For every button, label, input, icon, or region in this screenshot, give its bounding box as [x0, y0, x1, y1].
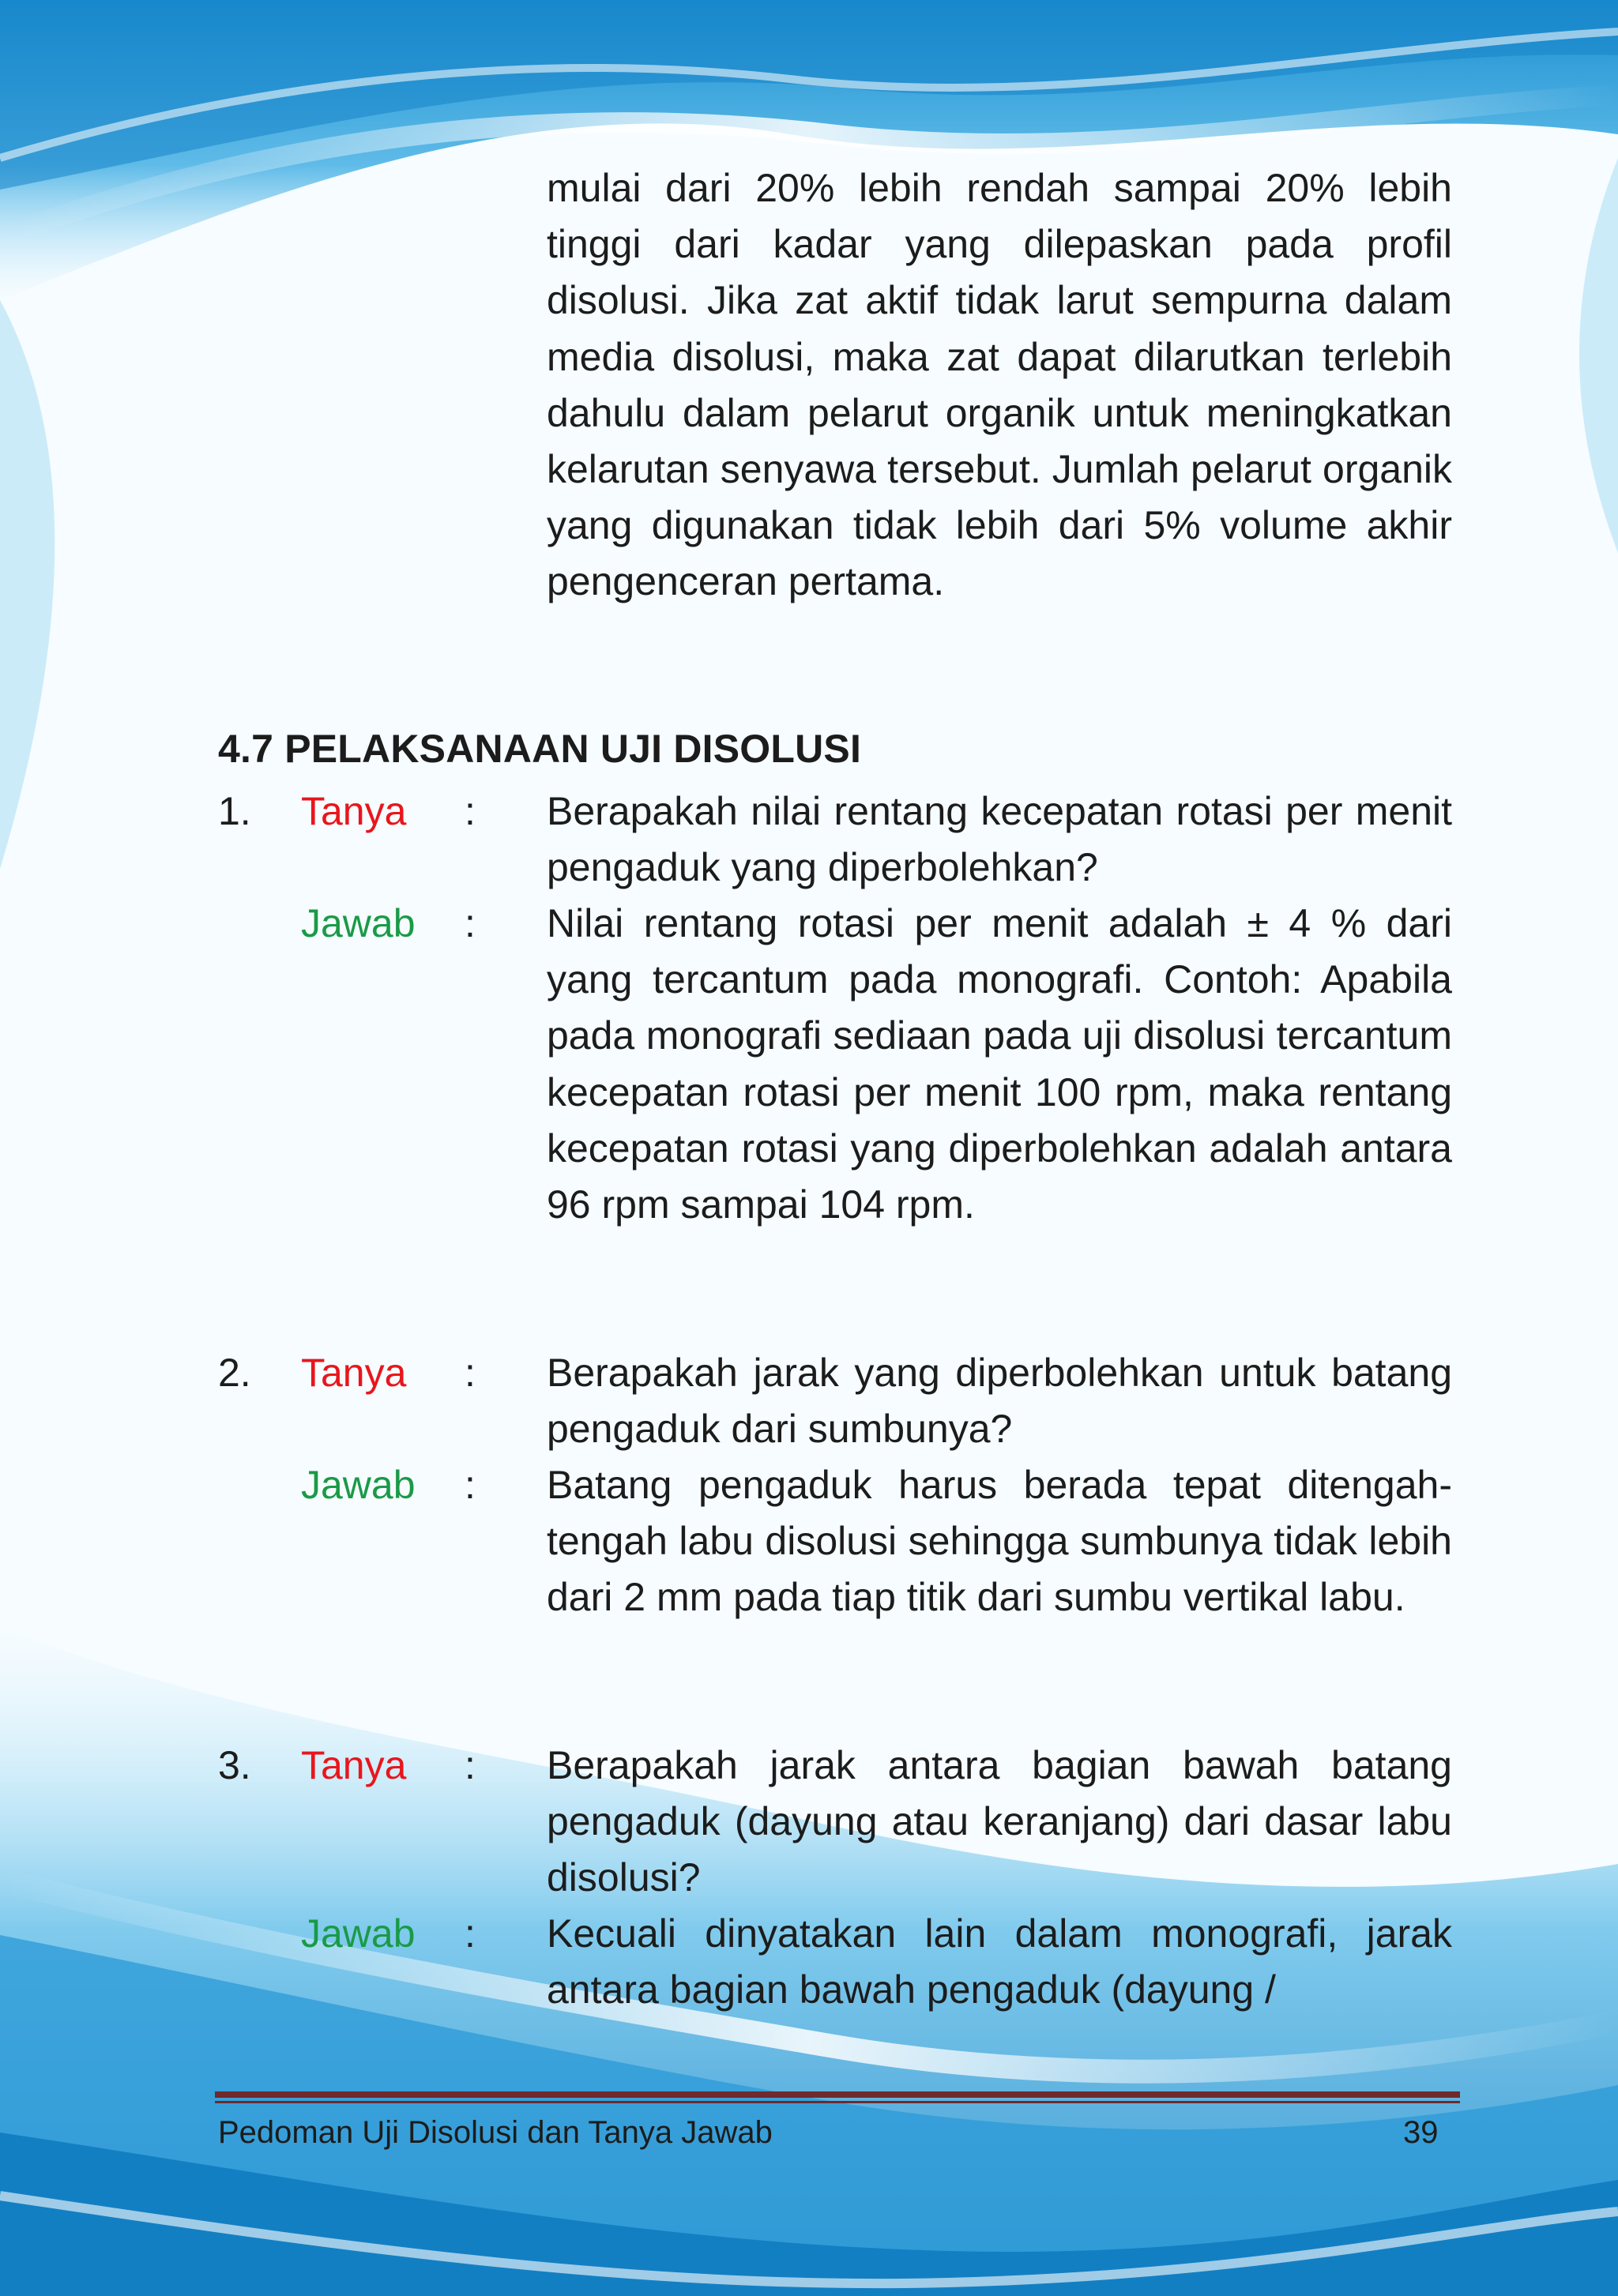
answer-text: Nilai rentang rotasi per menit adalah ± 4 % dari yang tercantum pada monografi. Contoh: Apabila pada monografi sediaan pada uji disolusi tercantum kecepatan rotasi per menit 100 rpm, maka rentang kecepatan rotasi yang diperbolehkan adalah antara 96 rpm sampai 104 rpm.: [547, 901, 1452, 1227]
qa-number: 2.: [218, 1351, 251, 1395]
label-colon: :: [465, 1743, 476, 1787]
question-label: Tanya: [301, 1743, 407, 1787]
answer-label: Jawab: [301, 901, 416, 945]
intro-paragraph: mulai dari 20% lebih rendah sampai 20% lebih tinggi dari kadar yang dilepaskan pada profil disolusi. Jika zat aktif tidak larut sempurna dalam media disolusi, maka zat dapat dilarutkan terlebih dahulu dalam pelarut organik untuk meningkatkan kelarutan senyawa tersebut. Jumlah pelarut organik yang digunakan tidak lebih dari 5% volume akhir pengenceran pertama.: [547, 166, 1452, 604]
footer-title: Pedoman Uji Disolusi dan Tanya Jawab: [218, 2115, 773, 2150]
label-colon: :: [465, 789, 476, 833]
answer-label: Jawab: [301, 1463, 416, 1507]
question-text: Berapakah jarak yang diperbolehkan untuk batang pengaduk dari sumbunya?: [547, 1351, 1452, 1452]
section-heading: 4.7 PELAKSANAAN UJI DISOLUSI: [218, 727, 862, 771]
label-colon: :: [465, 1351, 476, 1395]
footer-divider: [215, 2091, 1460, 2098]
qa-number: 1.: [218, 789, 251, 833]
answer-text: Batang pengaduk harus berada tepat ditengah-tengah labu disolusi sehingga sumbunya tidak lebih dari 2 mm pada tiap titik dari sumbu vertikal labu.: [547, 1463, 1452, 1620]
footer-divider-thin: [215, 2101, 1460, 2103]
answer-text: Kecuali dinyatakan lain dalam monografi, jarak antara bagian bawah pengaduk (dayung /: [547, 1911, 1452, 2012]
question-label: Tanya: [301, 789, 407, 833]
label-colon: :: [465, 1911, 476, 1956]
page-number: 39: [1403, 2115, 1439, 2150]
answer-label: Jawab: [301, 1911, 416, 1956]
question-text: Berapakah nilai rentang kecepatan rotasi per menit pengaduk yang diperbolehkan?: [547, 789, 1452, 890]
qa-number: 3.: [218, 1743, 251, 1787]
label-colon: :: [465, 1463, 476, 1507]
question-text: Berapakah jarak antara bagian bawah batang pengaduk (dayung atau keranjang) dari dasar labu disolusi?: [547, 1743, 1452, 1900]
question-label: Tanya: [301, 1351, 407, 1395]
label-colon: :: [465, 901, 476, 945]
